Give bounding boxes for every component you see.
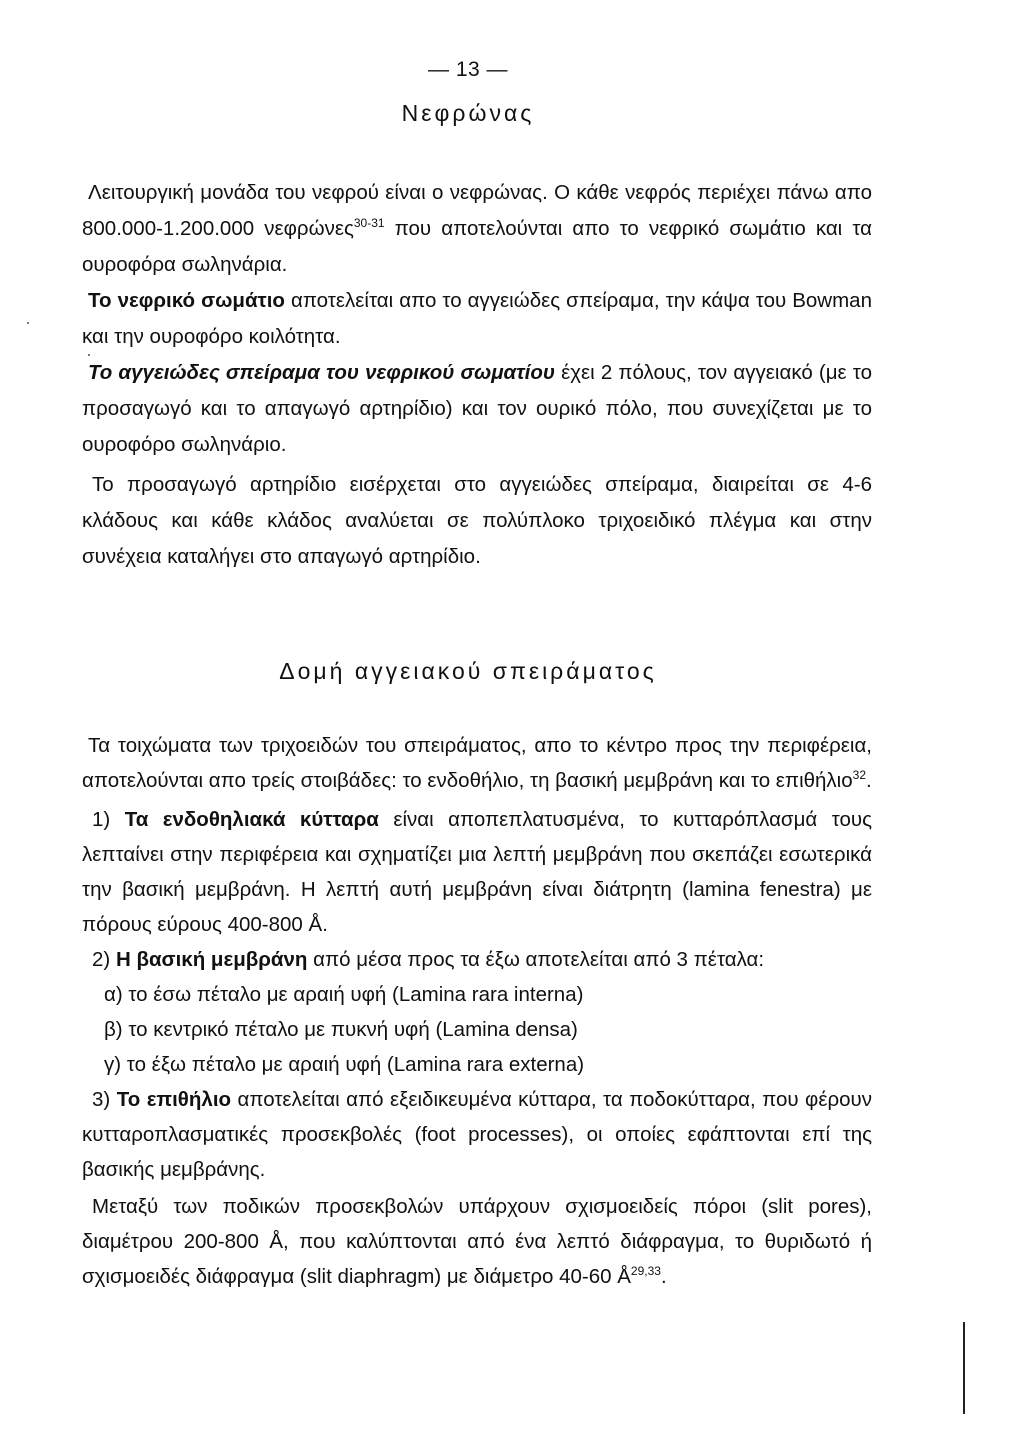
list-item-endothelial-cells [82, 802, 872, 942]
scan-speck [27, 322, 29, 324]
paragraph-renal-corpuscle [82, 283, 872, 355]
paragraph-text: αποτελείται απο το αγγειώδες σπείραμα, την κάψα του Bowman και την ουροφόρο κοιλότητα. [82, 289, 872, 348]
bold-term: Το αγγειώδες σπείραμα του νεφρικού σωματίου [88, 361, 555, 384]
margin-rule-line [963, 1322, 965, 1414]
paragraph-text: Μεταξύ των ποδικών προσεκβολών υπάρχουν σχισμοειδείς πόροι (slit pores), διαμέτρου 200-800 Å, που καλύπτονται από ένα λεπτό διάφραγμα, το θυριδωτό ή σχισμοειδές διάφραγμα (slit diaphragm) με διάμετρο 40-60 Å [82, 1195, 872, 1288]
list-item-number: 3) [92, 1088, 117, 1111]
paragraph-nephron-intro [82, 175, 872, 283]
sub-list-layers [82, 977, 872, 1082]
paragraph-text: από μέσα προς τα έξω αποτελείται από 3 πέταλα: [307, 948, 765, 971]
paragraph-glomerulus [82, 355, 872, 463]
bold-term: Τα ενδοθηλιακά κύτταρα [124, 808, 379, 831]
paragraph-text: είναι αποπεπλατυσμένα, το κυτταρόπλασμά τους λεπταίνει στην περιφέρεια και σχηματίζει μια λεπτή μεμβράνη που σκεπάζει εσωτερικά την βασική μεμβράνη. Η λεπτή αυτή μεμβράνη είναι διάτρητη (lamina fenestra) με πόρους εύρους 400-800 Å. [82, 808, 872, 936]
list-item-number: 2) [92, 948, 116, 971]
bold-term: Το νεφρικό σωμάτιο [88, 289, 285, 312]
paragraph-text: Το προσαγωγό αρτηρίδιο εισέρχεται στο αγγειώδες σπείραμα, διαιρείται σε 4-6 κλάδους και κάθε κλάδος αναλύεται σε πολύπλοκο τριχοειδικό πλέγμα και στην συνέχεια καταλήγει στο απαγωγό αρτηρίδιο. [82, 473, 872, 568]
list-item-number: 1) [92, 808, 125, 831]
scan-speck [88, 354, 90, 356]
section-structure-body [82, 728, 872, 1294]
paragraph-afferent-arteriole [82, 467, 872, 575]
citation-superscript: 29,33 [630, 1264, 661, 1278]
paragraph-text: Λειτουργική μονάδα του νεφρού είναι ο νεφρώνας. Ο κάθε νεφρός περιέχει πάνω απο 800.000-1.200.000 νεφρώνες [82, 181, 872, 240]
list-item: α) το έσω πέταλο με αραιή υφή (Lamina rara interna) [104, 983, 584, 1006]
paragraph-text: έχει 2 πόλους, τον αγγειακό (με το προσαγωγό και το απαγωγό αρτηρίδιο) και τον ουρικό πόλο, που συνεχίζεται με το ουροφόρο σωληνάριο. [82, 361, 872, 456]
paragraph-capillary-walls [82, 728, 872, 798]
section-title-nephron: Νεφρώνας [401, 100, 535, 126]
list-item-basement-membrane [82, 942, 872, 977]
citation-superscript: 30-31 [353, 216, 385, 230]
paragraph-text: . [866, 769, 872, 792]
list-item-epithelium [82, 1082, 872, 1187]
paragraph-text: . [660, 1265, 667, 1288]
section-title-glomerulus-structure: Δομή αγγειακού σπειράματος [279, 658, 657, 684]
paragraph-slit-pores [82, 1189, 872, 1294]
paragraph-text: που αποτελούνται απο το νεφρικό σωμάτιο και τα ουροφόρα σωληνάρια. [82, 217, 872, 276]
bold-term: Η βασική μεμβράνη [115, 948, 308, 971]
list-item: β) το κεντρικό πέταλο με πυκνή υφή (Lamina densa) [104, 1018, 578, 1041]
paragraph-text: Τα τοιχώματα των τριχοειδών του σπειράματος, απο το κέντρο προς την περιφέρεια, αποτελούνται απο τρείς στοιβάδες: το ενδοθήλιο, τη βασική μεμβράνη και το επιθήλιο [82, 734, 872, 792]
list-item: γ) το έξω πέταλο με αραιή υφή (Lamina rara externa) [104, 1053, 585, 1076]
citation-superscript: 32 [852, 768, 866, 782]
section-nephron-body [82, 175, 872, 575]
paragraph-text: αποτελείται από εξειδικευμένα κύτταρα, τα ποδοκύτταρα, που φέρουν κυτταροπλασματικές προσεκβολές (foot processes), οι οποίες εφάπτονται επί της βασικής μεμβράνης. [82, 1088, 872, 1181]
bold-term: Το επιθήλιο [116, 1088, 232, 1111]
page-number: — 13 — [427, 58, 509, 81]
